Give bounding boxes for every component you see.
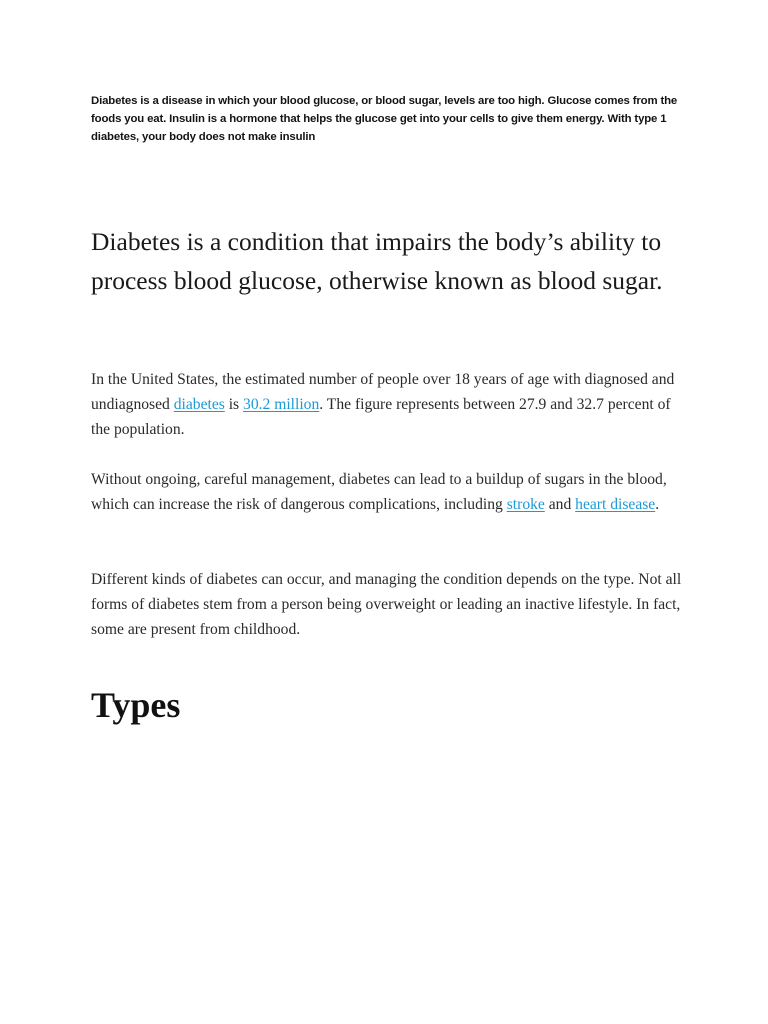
population-stat-link[interactable]: 30.2 million — [243, 396, 320, 413]
prevalence-text-1: In the United States, the estimated number of people over 18 years of age with diagnosed and undiagnosed — [91, 371, 675, 413]
types-heading: Types — [91, 685, 181, 725]
complications-text-2: and — [544, 496, 576, 513]
intro-paragraph: Diabetes is a disease in which your blood glucose, or blood sugar, levels are too high. Glucose comes from the foods you eat. Insulin is a hormone that helps the glucose get into your cells to give them energy. With type 1 diabetes, your body does not make insulin — [91, 95, 678, 143]
prevalence-text-2: is — [224, 396, 244, 413]
complications-text-1: Without ongoing, careful management, diabetes can lead to a buildup of sugars in the blood, which can increase the risk of dangerous complications, including — [91, 471, 667, 513]
complications-paragraph — [91, 467, 691, 517]
lead-paragraph: Diabetes is a condition that impairs the body’s ability to process blood glucose, otherwise known as blood sugar. — [91, 227, 663, 295]
heart-disease-link[interactable]: heart disease — [575, 496, 656, 513]
stroke-link[interactable]: stroke — [506, 496, 545, 513]
types-intro-paragraph: Different kinds of diabetes can occur, and managing the condition depends on the type. Not all forms of diabetes stem from a person being overweight or leading an inactive lifestyle. In fact, some are present from childhood. — [91, 571, 682, 638]
diabetes-link[interactable]: diabetes — [173, 396, 225, 413]
prevalence-paragraph — [91, 367, 691, 442]
complications-text-3: . — [655, 496, 660, 513]
prevalence-text-3: . The figure represents between 27.9 and 32.7 percent of the population. — [91, 396, 671, 438]
